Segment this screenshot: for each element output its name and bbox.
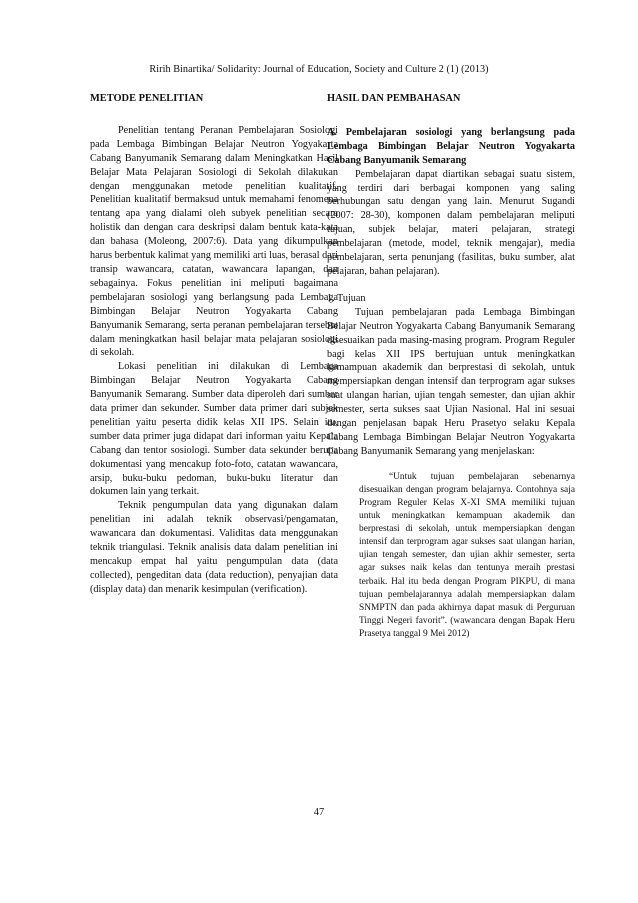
paragraph-results-1: Pembelajaran dapat diartikan sebagai suatu sistem, yang terdiri dari berbagai komponen yang saling berhubungan satu dengan yang lain. Menurut Sugandi (2007: 28-30), komponen dalam pembelajaran meliputi tujuan, subjek belajar, materi pelajaran, strategi pembelajaran (metode, model, teknik mengajar), media pembelajaran, serta penunjang (fasilitas, buku sumber, alat pelajaran, bahan pelajaran).: [327, 168, 575, 277]
paragraph-results-2: Tujuan pembelajaran pada Lembaga Bimbingan Belajar Neutron Yogyakarta Cabang Banyumanik Semarang disesuaikan pada masing-masing program. Program Reguler bagi kelas XII IPS bertujuan untuk meningkatkan kemampuan akademik dan berprestasi di sekolah, untuk mempersiapkan dengan intensif dan terprogram agar sukses saat ulangan harian, ujian tengah semester, dan ujian akhir semester, serta sukses saat Ujian Nasional. Hal ini sesuai dengan penjelasan bapak Heru Prasetyo selaku Kepala Cabang Lembaga Bimbingan Belajar Neutron Yogyakarta Cabang Banyumanik Semarang yang menjelaskan:: [327, 306, 575, 457]
paragraph-gap: [327, 279, 575, 292]
running-header: Ririh Binartika/ Solidarity: Journal of Education, Society and Culture 2 (1) (2013): [149, 64, 489, 75]
section-title-hasil: HASIL DAN PEMBAHASAN: [327, 93, 461, 104]
interview-quote: [359, 471, 575, 641]
subheading-a: A. Pembelajaran sosiologi yang berlangsung pada Lembaga Bimbingan Belajar Neutron Yogyakarta Cabang Banyumanik Semarang: [327, 126, 575, 166]
paragraph-method-3: Teknik pengumpulan data yang digunakan dalam penelitian ini adalah teknik observasi/pengamatan, wawancara dan dokumentasi. Validitas data menggunakan teknik triangulasi. Teknik analisis data dalam penelitian ini mencakup empat hal yaitu pengumpulan data (data collected), pengeditan data (data reduction), penyajian data (display data) dan menarik kesimpulan (verification).: [90, 500, 338, 595]
interview-quote-text: “Untuk tujuan pembelajaran sebenarnya disesuaikan dengan program belajarnya. Contohnya saja Program Reguler Kelas X-XI SMA memiliki tujuan untuk meningkatkan kemampuan akademik dan berprestasi di sekolah, untuk mempersiapkan dengan intensif dan terprogram agar sukses saat ulangan harian, ujian tengah semester, dan ujian akhir semester, serta agar sukses naik kelas dan tentunya meraih prestasi terbaik. Hal itu beda dengan Program PIKPU, di mana tujuan pembelajarannya adalah mempersiapkan dalam SNMPTN dan pada akhirnya dapat masuk di Perguruan Tinggi Negeri favorit”. (wawancara dengan Bapak Heru Prasetya tanggal 9 Mei 2012): [359, 471, 575, 639]
section-title-metode: METODE PENELITIAN: [90, 93, 204, 104]
paragraph-method-2: Lokasi penelitian ini dilakukan di Lembaga Bimbingan Belajar Neutron Yogyakarta Cabang Banyumanik Semarang. Sumber data diperoleh dari sumber data primer dan sekunder. Sumber data primer dari subjek penelitian yaitu peserta didik kelas XII IPS. Selain itu, sumber data primer juga didapat dari informan yaitu Kepala Cabang dan tentor sosiologi. Sumber data sekunder berupa dokumentasi yang mencakup foto-foto, catatan wawancara, arsip, buku-buku pedoman, buku-buku literatur dan dokumen lain yang terkait.: [90, 361, 338, 498]
right-column: [327, 92, 575, 641]
paragraph-method-1: Penelitian tentang Peranan Pembelajaran Sosiologi pada Lembaga Bimbingan Belajar Neutron Yogyakarta Cabang Banyumanik Semarang dalam Meningkatkan Hasil Belajar Mata Pelajaran Sosiologi di Sekolah dilakukan dengan menggunakan metode penelitian kualitatif. Penelitian kualitatif bermaksud untuk memahami fenomena tentang apa yang dialami oleh subyek penelitian secara holistik dan dengan cara deskripsi dalam bentuk kata-kata dan bahasa (Moleong, 2007:6). Data yang dikumpulkan harus berbentuk kalimat yang memiliki arti luas, berasal dari transip wawancara, catatan, wawancara lapangan, dan sebagainya. Fokus penelitian ini meliputi bagaimana pembelajaran sosiologi yang berlangsung pada Lembaga Bimbingan Belajar Neutron Yogyakarta Cabang Banyumanik Semarang, serta peranan pembelajaran tersebut dalam meningkatkan hasil belajar mata pelajaran sosiologi di sekolah.: [90, 124, 338, 359]
left-column: [90, 92, 338, 597]
page-number: 47: [313, 807, 325, 818]
list-label-tujuan: 1. Tujuan: [327, 292, 366, 304]
